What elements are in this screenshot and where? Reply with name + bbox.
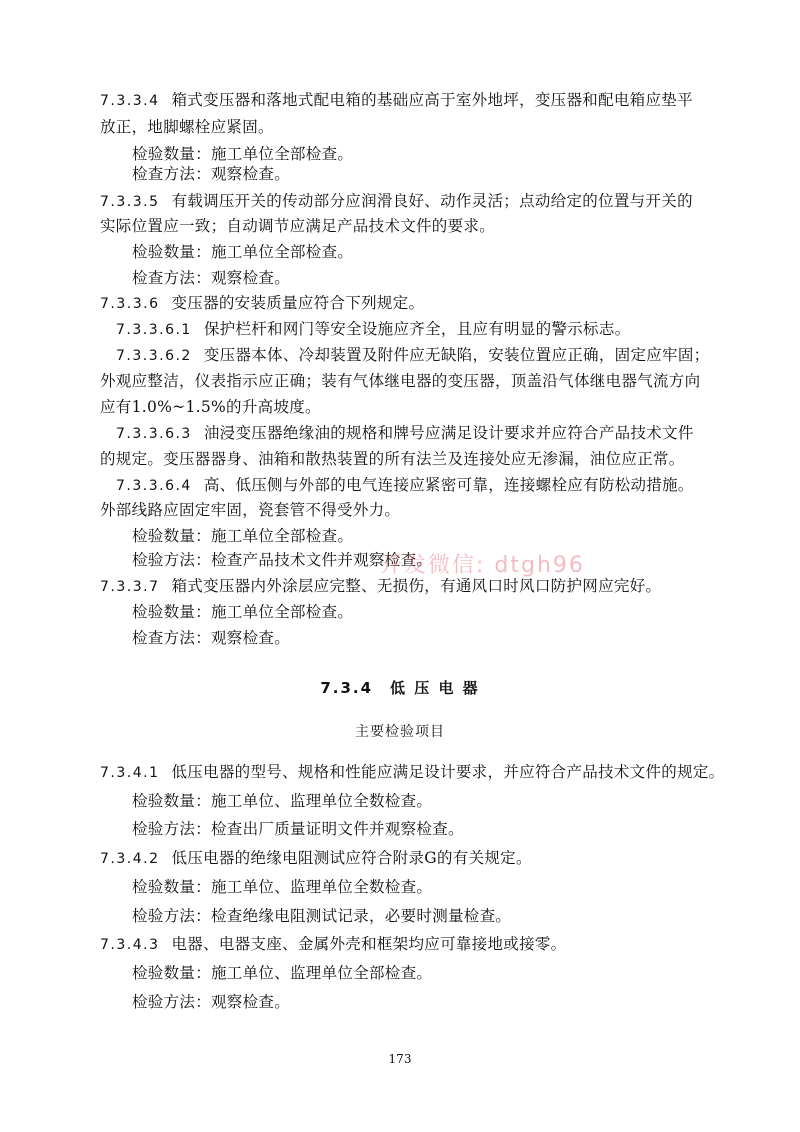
inspection-text: 检验数量：施工单位全部检查。 (132, 603, 354, 621)
watermark-text: 开发微信: dtgh96 (380, 553, 585, 578)
page-number: 173 (388, 1052, 412, 1066)
clause-number: 7.3.4.1 (100, 765, 160, 781)
inspection-line (132, 602, 353, 622)
clause-number: 7.3.3.6.2 (116, 348, 192, 364)
clause-text: 低压电器的绝缘电阻测试应符合附录G的有关规定。 (171, 849, 532, 867)
clause-number: 7.3.4.3 (100, 937, 160, 953)
inspection-line (132, 877, 432, 897)
clause-text: 电器、电器支座、金属外壳和框架均应可靠接地或接零。 (171, 935, 567, 953)
clause-number: 7.3.3.6.3 (116, 426, 192, 442)
clause-text: 油浸变压器绝缘油的规格和牌号应满足设计要求并应符合产品技术文件 (203, 424, 694, 442)
inspection-line (132, 906, 511, 926)
clause-number: 7.3.3.6.4 (116, 478, 192, 494)
clause-text: 箱式变压器内外涂层应完整、无损伤，有通风口时风口防护网应完好。 (171, 577, 662, 595)
inspection-line (132, 963, 432, 983)
clause-text: 低压电器的型号、规格和性能应满足设计要求，并应符合产品技术文件的规定。 (171, 763, 725, 781)
clause-text: 外观应整洁，仪表指示应正确；装有气体继电器的变压器，顶盖沿气体继电器气流方向 (100, 372, 701, 390)
clause-text: 应有1.0%~1.5%的升高坡度。 (100, 398, 321, 416)
inspection-text: 检查方法：观察检查。 (132, 269, 291, 287)
clause-line (100, 293, 424, 314)
clause-text: 有载调压开关的传动部分应润滑良好、动作灵活；点动给定的位置与开关的 (171, 192, 693, 210)
inspection-text: 检验方法：检查出厂质量证明文件并观察检查。 (132, 820, 464, 838)
clause-text: 实际位置应一致；自动调节应满足产品技术文件的要求。 (100, 217, 496, 235)
inspection-line (132, 164, 290, 184)
clause-text: 保护栏杆和网门等安全设施应齐全，且应有明显的警示标志。 (203, 320, 631, 338)
inspection-line (132, 992, 290, 1012)
clause-text: 高、低压侧与外部的电气连接应紧密可靠，连接螺栓应有防松动措施。 (203, 476, 694, 494)
inspection-text: 检验数量：施工单位全部检查。 (132, 145, 354, 163)
clause-line (100, 191, 693, 212)
inspection-text: 检验数量：施工单位全部检查。 (132, 527, 354, 545)
clause-text: 的规定。变压器器身、油箱和散热装置的所有法兰及连接处应无渗漏，油位应正常。 (100, 450, 685, 468)
clause-line (100, 934, 567, 955)
section-heading: 7.3.4 低 压 电 器 (320, 679, 480, 697)
continuation-line (100, 371, 700, 391)
inspection-line (132, 268, 290, 288)
clause-text: 变压器的安装质量应符合下列规定。 (171, 294, 425, 312)
inspection-text: 检验方法：检查绝缘电阻测试记录，必要时测量检查。 (132, 907, 512, 925)
inspection-line (132, 628, 290, 648)
clause-line (100, 762, 725, 783)
clause-text: 外部线路应固定牢固，瓷套管不得受外力。 (100, 501, 401, 519)
inspection-text: 检验方法：观察检查。 (132, 993, 291, 1011)
inspection-line (132, 819, 464, 839)
continuation-line (100, 500, 400, 520)
clause-number: 7.3.3.6.1 (116, 322, 192, 338)
continuation-line (100, 216, 495, 236)
clause-line (116, 319, 630, 340)
clause-number: 7.3.3.7 (100, 579, 160, 595)
inspection-text: 检查方法：观察检查。 (132, 629, 291, 647)
inspection-text: 检查方法：观察检查。 (132, 165, 291, 183)
continuation-line (100, 117, 274, 137)
clause-text: 箱式变压器和落地式配电箱的基础应高于室外地坪，变压器和配电箱应垫平 (171, 91, 693, 109)
clause-line (116, 423, 694, 444)
sub-heading: 主要检验项目 (355, 724, 445, 740)
clause-number: 7.3.3.4 (100, 93, 160, 109)
clause-line (116, 345, 709, 366)
inspection-line (132, 144, 353, 164)
clause-line (100, 90, 693, 111)
continuation-line (100, 449, 685, 469)
inspection-text: 检验数量：施工单位、监理单位全数检查。 (132, 878, 433, 896)
clause-line (100, 576, 661, 597)
inspection-text: 检验数量：施工单位、监理单位全部检查。 (132, 964, 433, 982)
inspection-text: 检验方法：检查产品技术文件并观察检查。 (132, 551, 433, 569)
clause-line (116, 475, 694, 496)
clause-number: 7.3.3.5 (100, 194, 160, 210)
continuation-line (100, 397, 321, 417)
inspection-line (132, 242, 353, 262)
clause-text: 变压器本体、冷却装置及附件应无缺陷，安装位置应正确，固定应牢固； (203, 346, 710, 364)
inspection-line (132, 526, 353, 546)
inspection-text: 检验数量：施工单位全部检查。 (132, 243, 354, 261)
inspection-line (132, 791, 432, 811)
clause-text: 放正，地脚螺栓应紧固。 (100, 118, 274, 136)
clause-line (100, 848, 532, 869)
clause-number: 7.3.3.6 (100, 296, 160, 312)
clause-number: 7.3.4.2 (100, 851, 160, 867)
inspection-text: 检验数量：施工单位、监理单位全数检查。 (132, 792, 433, 810)
